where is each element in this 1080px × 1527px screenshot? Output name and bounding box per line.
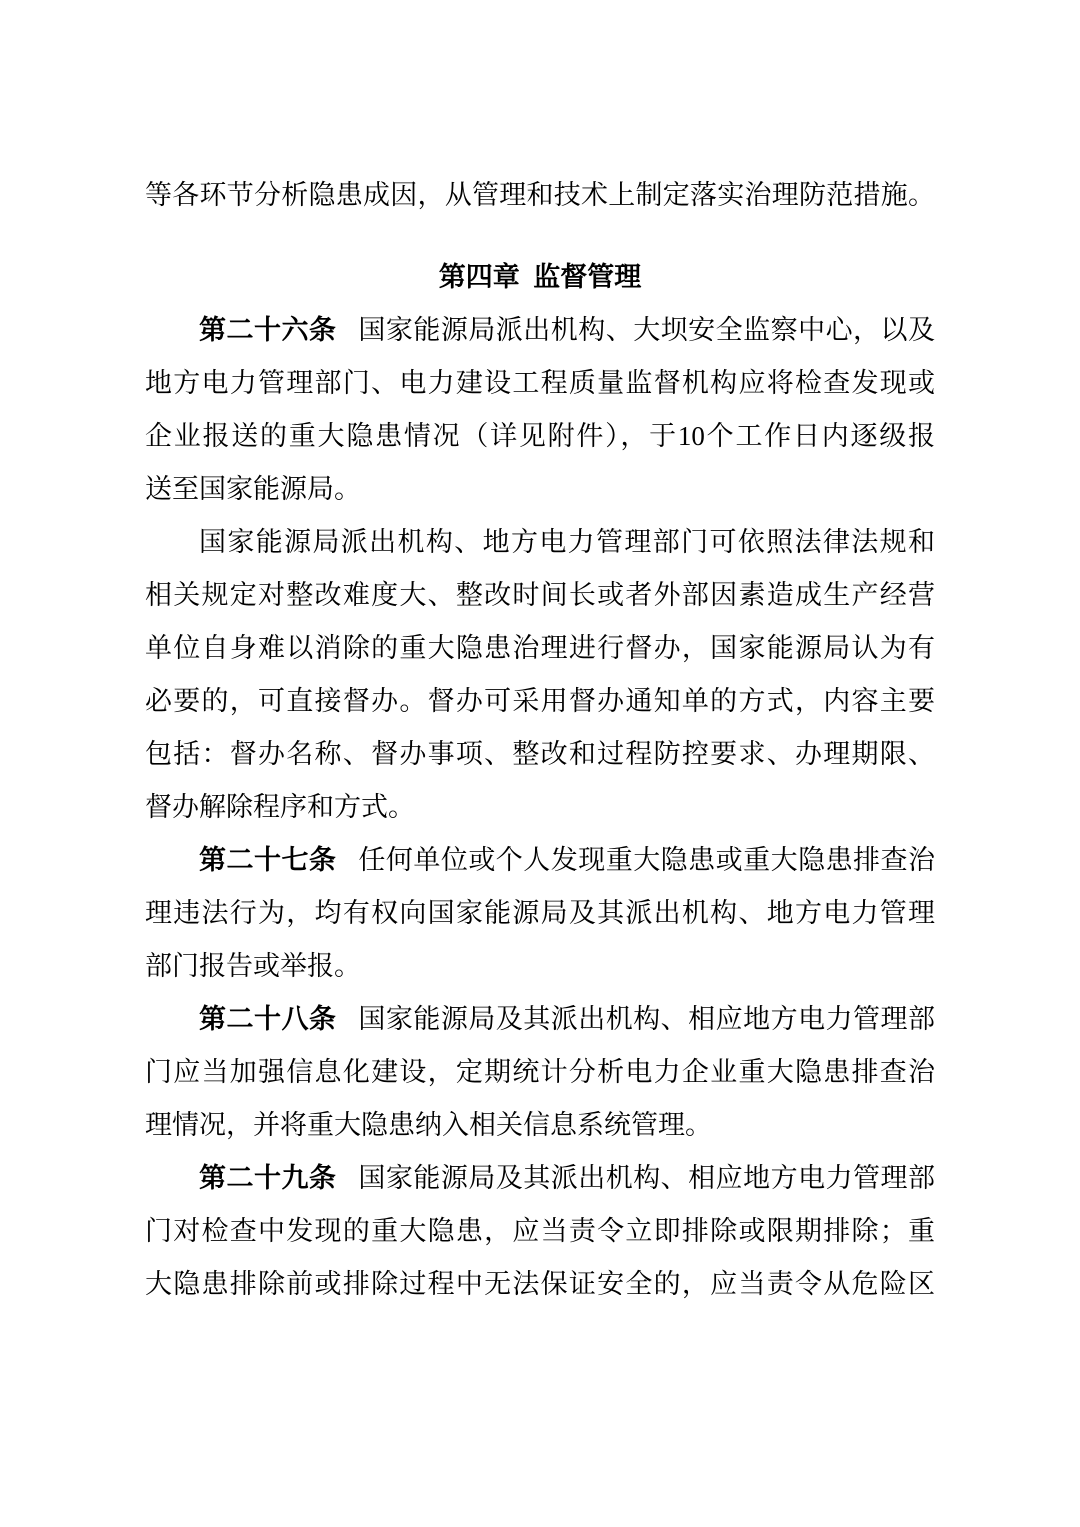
text-line: 理违法行为，均有权向国家能源局及其派出机构、地方电力管理 [145, 898, 935, 928]
text-line: 送至国家能源局。 [145, 474, 361, 504]
text-line: 门应当加强信息化建设，定期统计分析电力企业重大隐患排查治 [145, 1057, 935, 1087]
article-number-label: 第二十七条 [199, 845, 337, 875]
text-line: 企业报送的重大隐患情况（详见附件），于10个工作日内逐级报 [145, 421, 935, 451]
article-number-label: 第二十八条 [199, 1004, 337, 1034]
article-text: 国家能源局及其派出机构、相应地方电力管理部 [358, 1004, 935, 1034]
paragraph-first-line: 国家能源局派出机构、地方电力管理部门可依照法律法规和 [199, 527, 935, 557]
article-first-line [145, 1152, 935, 1205]
article-text: 国家能源局派出机构、大坝安全监察中心，以及 [358, 315, 935, 345]
text-line: 部门报告或举报。 [145, 951, 361, 981]
article-text: 任何单位或个人发现重大隐患或重大隐患排查治 [358, 845, 935, 875]
article-first-line [145, 993, 935, 1046]
text-line: 地方电力管理部门、电力建设工程质量监督机构应将检查发现或 [145, 368, 935, 398]
article-number-label: 第二十六条 [199, 315, 337, 345]
text-line: 单位自身难以消除的重大隐患治理进行督办，国家能源局认为有 [145, 633, 935, 663]
article-first-line [145, 834, 935, 887]
text-line: 必要的，可直接督办。督办可采用督办通知单的方式，内容主要 [145, 686, 935, 716]
text-line: 包括：督办名称、督办事项、整改和过程防控要求、办理期限、 [145, 739, 935, 769]
text-line: 门对检查中发现的重大隐患，应当责令立即排除或限期排除；重 [145, 1216, 935, 1246]
document-content [145, 169, 935, 1311]
article-text: 国家能源局及其派出机构、相应地方电力管理部 [358, 1163, 935, 1193]
text-line: 相关规定对整改难度大、整改时间长或者外部因素造成生产经营 [145, 580, 935, 610]
text-line: 等各环节分析隐患成因，从管理和技术上制定落实治理防范措施。 [145, 180, 935, 210]
text-line: 大隐患排除前或排除过程中无法保证安全的，应当责令从危险区 [145, 1269, 935, 1299]
article-first-line [145, 304, 935, 357]
text-line: 督办解除程序和方式。 [145, 792, 415, 822]
article-number-label: 第二十九条 [199, 1163, 337, 1193]
chapter-heading: 第四章 监督管理 [438, 262, 642, 292]
text-line: 理情况，并将重大隐患纳入相关信息系统管理。 [145, 1110, 712, 1140]
